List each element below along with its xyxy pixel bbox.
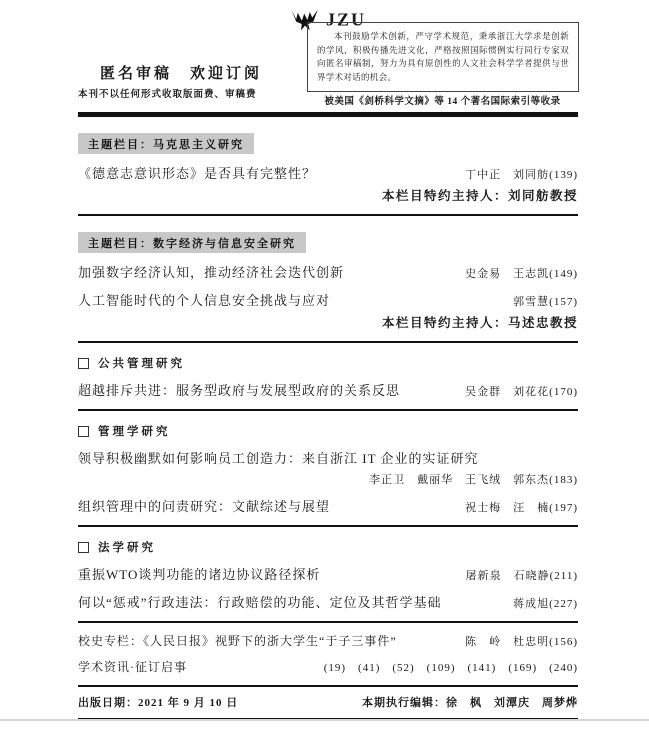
section-divider: [78, 525, 578, 527]
content-column: [78, 0, 578, 721]
article-authors: 史金易 王志凯(149): [465, 268, 578, 280]
index-coverage-note: 被美国《剑桥科学文摘》等 14 个著名国际索引等收录: [324, 97, 561, 107]
article-authors: 吴金群 刘花花(170): [465, 386, 578, 398]
section-label: [78, 539, 578, 555]
section-badge: 主题栏目：数字经济与信息安全研究: [78, 232, 306, 253]
article-title: 人工智能时代的个人信息安全挑战与应对: [78, 293, 331, 308]
article-authors: 丁中正 刘同舫(139): [465, 169, 578, 181]
section-label-text: 法学研究: [98, 542, 156, 554]
section-label-text: 管理学研究: [98, 426, 171, 438]
article-title: 超越排斥共进：服务型政府与发展型政府的关系反思: [78, 383, 401, 398]
article-row: [78, 496, 578, 515]
article-title: 领导积极幽默如何影响员工创造力：来自浙江 IT 企业的实证研究: [78, 451, 479, 466]
section-divider: [78, 341, 578, 343]
article-authors: 李正卫 戴丽华 王飞绒 郭东杰(183): [369, 474, 578, 486]
section-label: [78, 355, 578, 371]
section-public-admin: [78, 355, 578, 411]
article-title: 重振WTO谈判功能的诸边协议路径探析: [78, 567, 321, 582]
review-subscribe-title: 匿名审稿 欢迎订阅: [100, 66, 263, 82]
section-host-line: 本栏目特约主持人：刘同舫教授: [381, 189, 578, 203]
square-bullet-icon: [78, 426, 89, 437]
section-divider: [78, 621, 578, 623]
article-title: 何以“惩戒”行政违法：行政赔偿的功能、定位及其哲学基础: [78, 595, 442, 610]
article-title: 《德意志意识形态》是否具有完整性？: [78, 166, 317, 181]
journal-notice-box: 本刊鼓励学术创新，严守学术规范，秉承浙江大学求是创新的学风，积极传播先进文化，严格按照国际惯例实行同行专家双向匿名审稿制，努力为具有原创性的人文社会科学学者提供与世界学术对话的机会。: [307, 22, 579, 92]
header: [78, 0, 578, 112]
section-badge: 主题栏目：马克思主义研究: [78, 133, 254, 154]
misc-title: 学术资讯·征订启事: [78, 660, 187, 674]
square-bullet-icon: [78, 358, 89, 369]
article-authors: 蒋成旭(227): [513, 598, 578, 610]
section-marxism: [78, 117, 578, 216]
square-bullet-icon: [78, 542, 89, 553]
misc-divider: [78, 685, 578, 687]
article-row: [78, 163, 578, 182]
executive-editors: 本期执行编辑：徐 枫 刘潭庆 周梦烨: [362, 697, 578, 709]
section-digital-economy: [78, 216, 578, 343]
misc-row: [78, 658, 578, 675]
misc-authors: 陈 岭 杜忠明(156): [465, 636, 578, 648]
publish-date: 出版日期：2021 年 9 月 10 日: [78, 697, 239, 709]
article-row: [78, 592, 578, 611]
misc-block: [78, 632, 578, 687]
misc-row: [78, 632, 578, 649]
article-authors: 郭雪慧(157): [513, 296, 578, 308]
article-row: [78, 564, 578, 583]
page-edge-line: [0, 719, 649, 721]
misc-title: 校史专栏：《人民日报》视野下的浙大学生“于子三事件”: [78, 634, 397, 648]
no-fee-note: 本刊不以任何形式收取版面费、审稿费: [78, 90, 257, 100]
footer: [78, 694, 578, 710]
misc-pages: (19) (41) (52) (109) (141) (169) (240): [323, 662, 578, 674]
section-divider: [78, 409, 578, 411]
article-row: [78, 380, 578, 399]
section-host-line: 本栏目特约主持人：马述忠教授: [381, 316, 578, 330]
logo-text: JZU: [325, 9, 366, 30]
article-title: 加强数字经济认知，推动经济社会迭代创新: [78, 265, 345, 280]
article-row: [78, 290, 578, 309]
section-label: [78, 423, 578, 439]
article-authors: 祝士梅 汪 楠(197): [465, 502, 578, 514]
article-authors: 屠新泉 石晓静(211): [465, 570, 578, 582]
article-row: [78, 262, 578, 281]
section-label-text: 公共管理研究: [98, 358, 185, 370]
section-law: [78, 539, 578, 623]
article-title: 组织管理中的问责研究：文献综述与展望: [78, 499, 331, 514]
article-row: [78, 448, 578, 467]
section-management: [78, 423, 578, 527]
